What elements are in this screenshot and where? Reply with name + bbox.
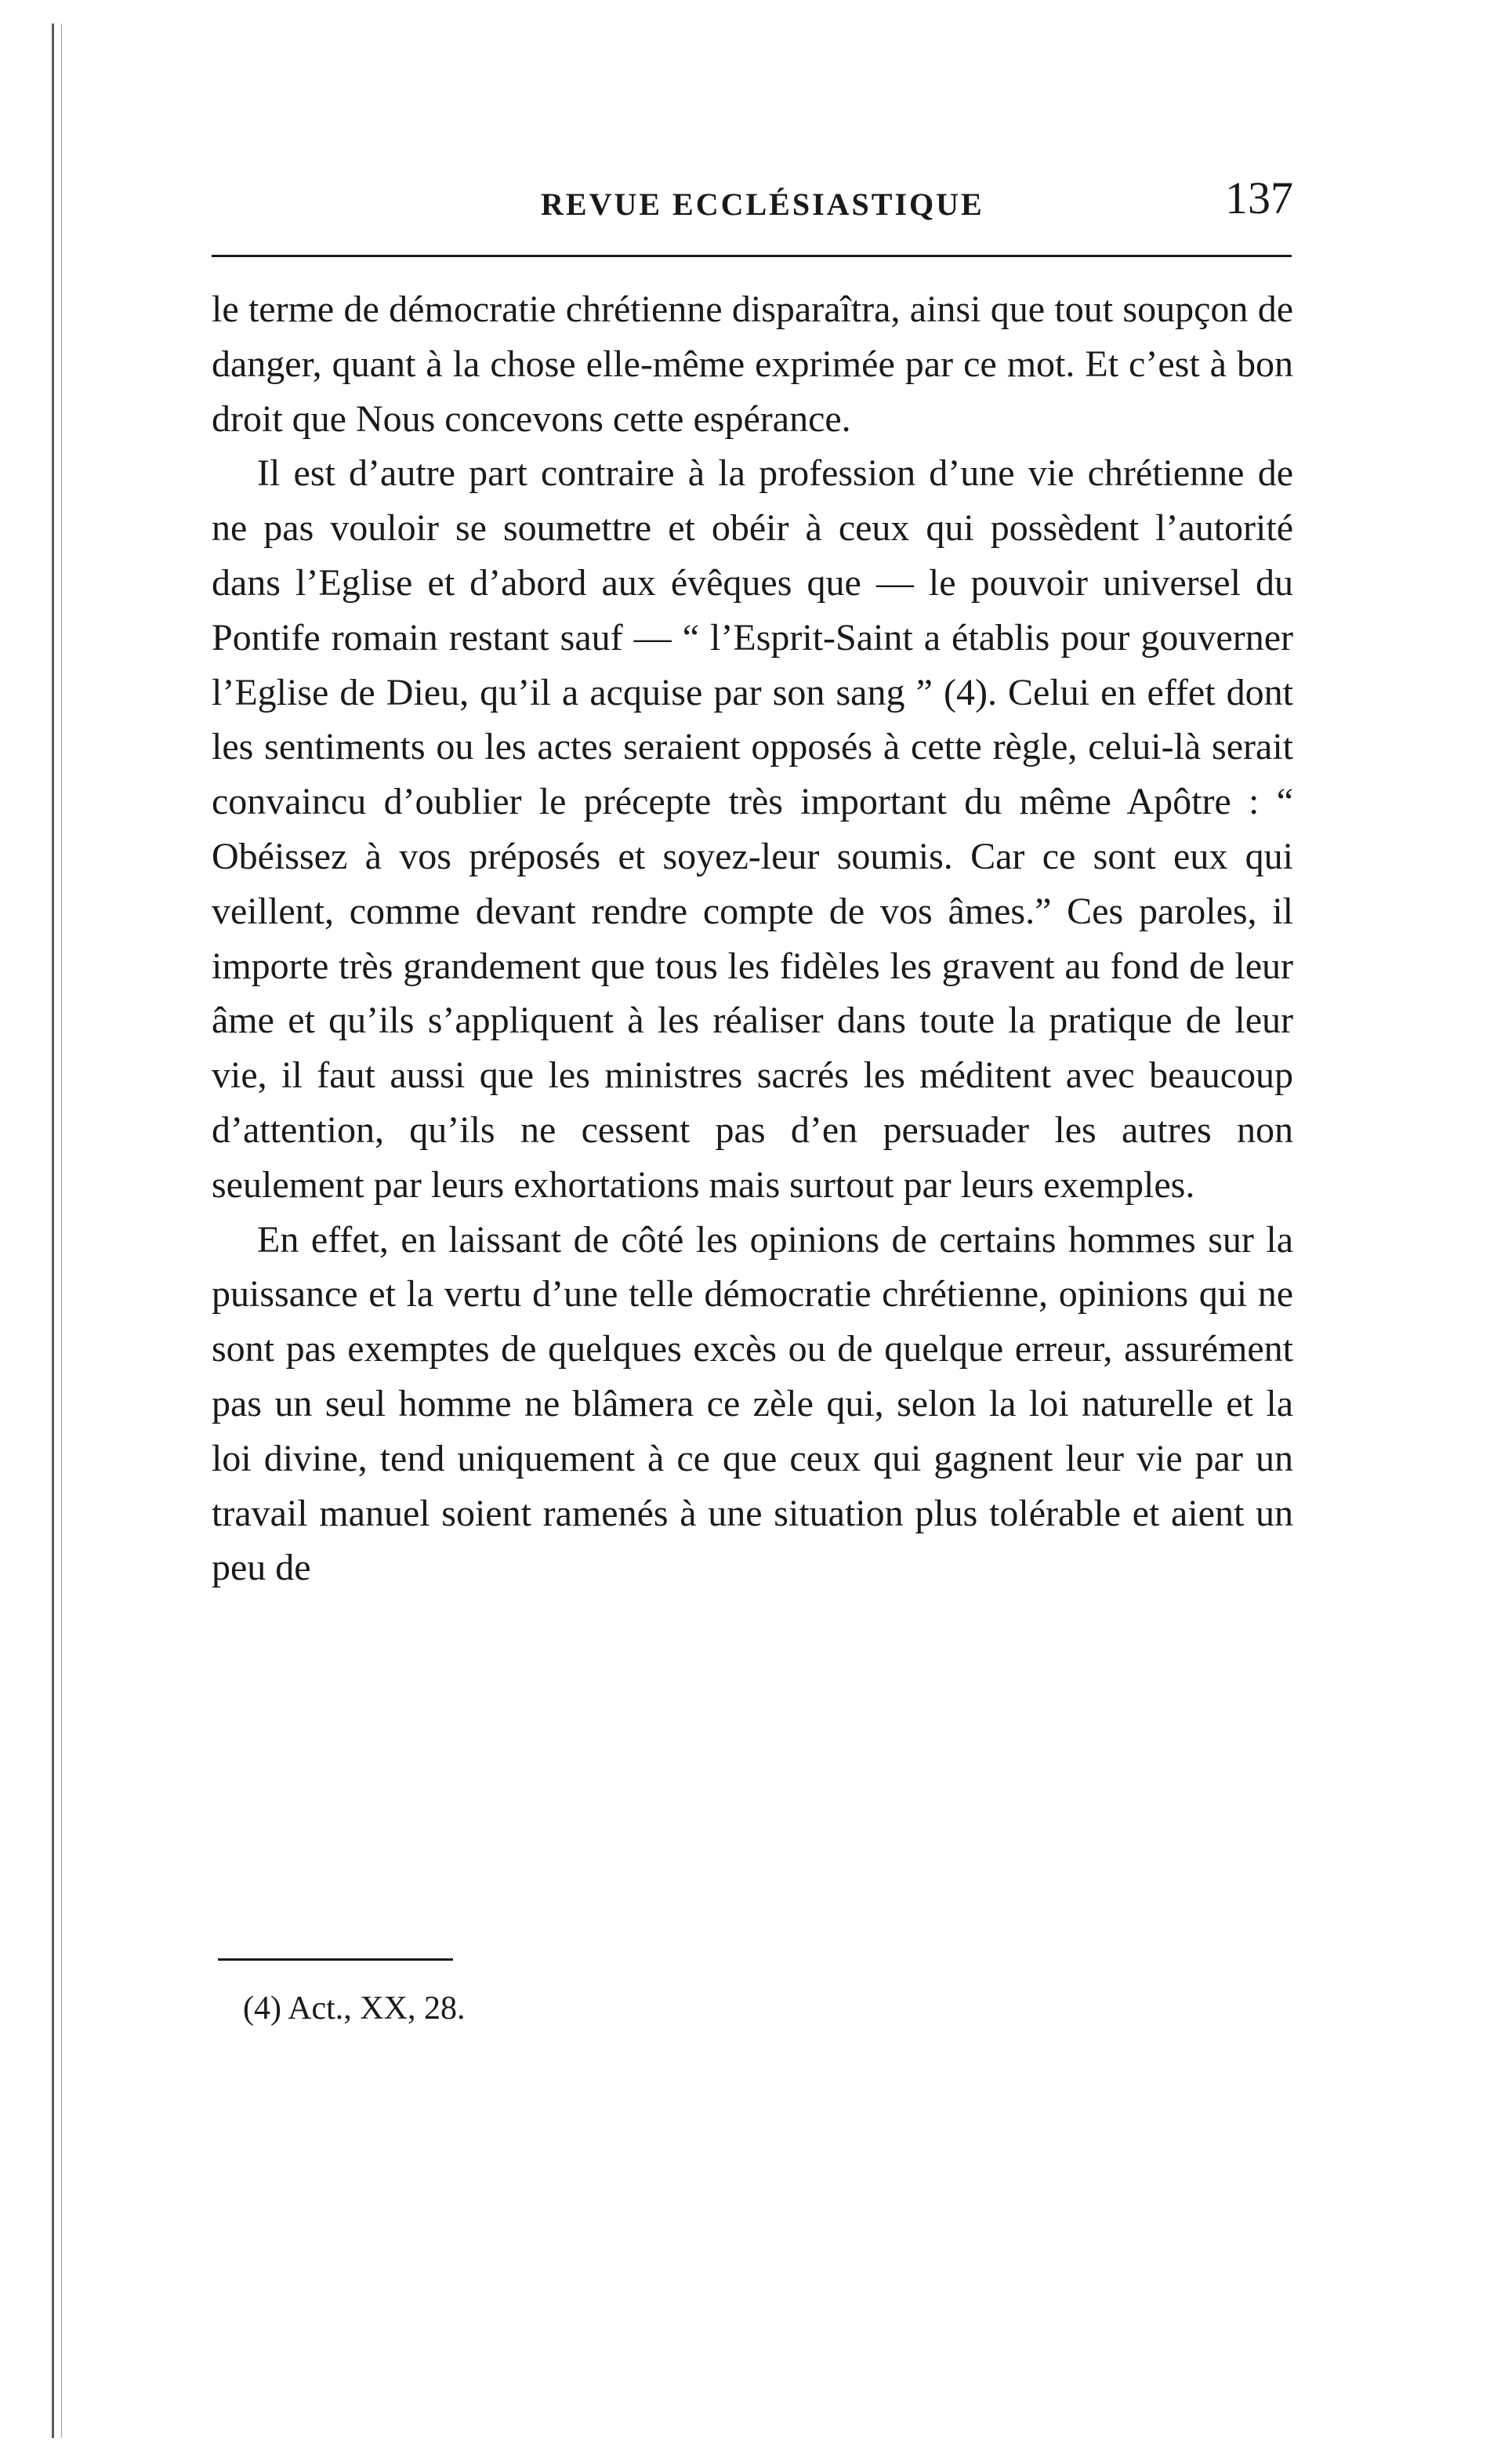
page-number: 137 bbox=[1225, 172, 1293, 223]
body-text bbox=[212, 282, 1293, 1595]
binding-edge-inner bbox=[61, 24, 62, 2438]
paragraph-3: En effet, en laissant de côté les opinions de certains hommes sur la puissance et la vertu d’une telle démocratie chrétienne, opinions qui ne sont pas exemptes de quelques excès ou de quelque erreur, assurément pas un seul homme ne blâmera ce zèle qui, selon la loi naturelle et la loi divine, tend uniquement à ce que ceux qui gagnent leur vie par un travail manuel soient ramenés à une situation plus tolérable et aient un peu de bbox=[212, 1218, 1293, 1589]
footnote-rule bbox=[218, 1958, 453, 1961]
paragraph-1: le terme de démocratie chrétienne disparaîtra, ainsi que tout soupçon de danger, quant à la chose elle-même exprimée par ce mot. Et c’est à bon droit que Nous concevons cette espérance. bbox=[212, 288, 1293, 440]
running-head bbox=[212, 169, 1293, 231]
running-title: REVUE ECCLÉSIASTIQUE bbox=[541, 187, 984, 222]
footnote: (4) Act., XX, 28. bbox=[243, 1990, 466, 2027]
binding-edge bbox=[52, 24, 54, 2438]
header-rule bbox=[212, 255, 1292, 257]
paragraph-2: Il est d’autre part contraire à la profession d’une vie chrétienne de ne pas vouloir se soumettre et obéir à ceux qui possèdent l’autorité dans l’Eglise et d’abord aux évêques que — le pouvoir universel du Pontife romain restant sauf — “ l’Esprit-Saint a établis pour gouverner l’Eglise de Dieu, qu’il a acquise par son sang ” (4). Celui en effet dont les sentiments ou les actes seraient opposés à cette règle, celui-là serait convaincu d’oublier le précepte très important du même Apôtre : “ Obéissez à vos préposés et soyez-leur soumis. Car ce sont eux qui veillent, comme devant rendre compte de vos âmes.” Ces paroles, il importe très grandement que tous les fidèles les gravent au fond de leur âme et qu’ils s’appliquent à les réaliser dans toute la pratique de leur vie, il faut aussi que les ministres sacrés les méditent avec beaucoup d’attention, qu’ils ne cessent pas d’en persuader les autres non seulement par leurs exhortations mais surtout par leurs exemples. bbox=[212, 452, 1293, 1206]
